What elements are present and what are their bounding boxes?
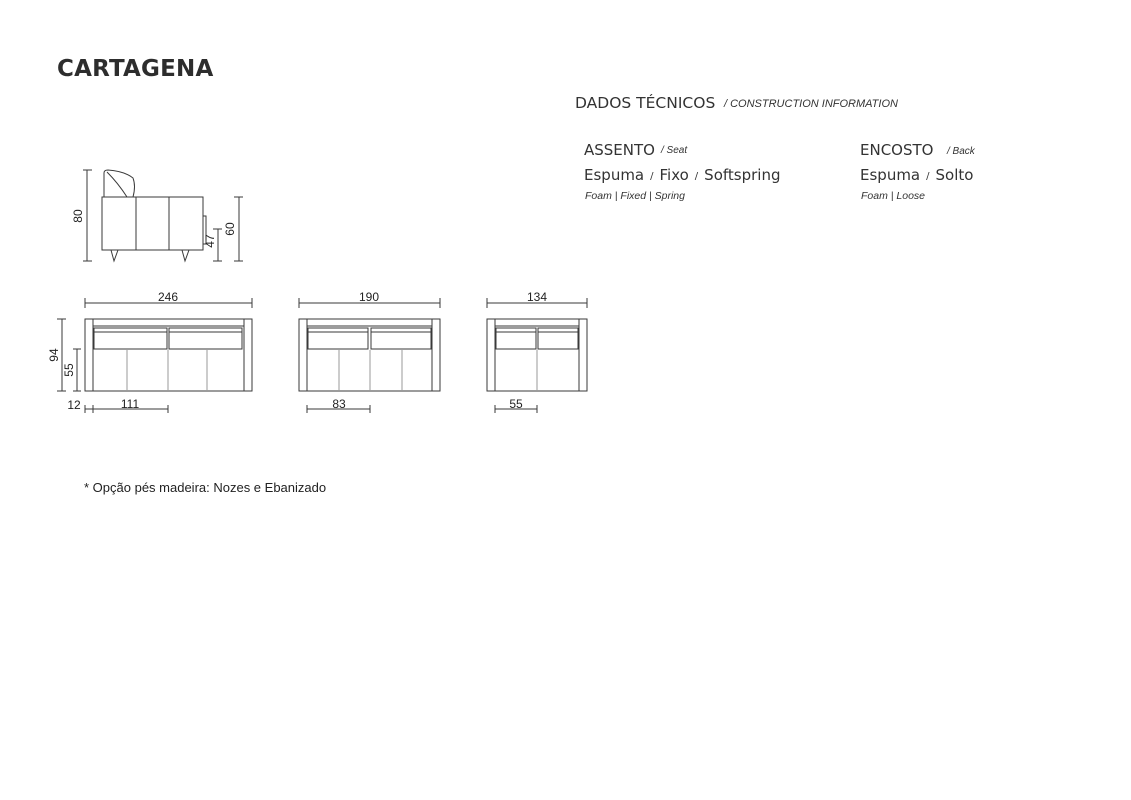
seat-separator: / bbox=[694, 171, 699, 182]
seat-material-foam: Espuma bbox=[584, 166, 645, 184]
side-height-arm-label: 60 bbox=[223, 222, 237, 236]
sofa-small-drawing bbox=[487, 290, 587, 413]
back-subtitle: / Back bbox=[947, 146, 975, 157]
back-materials-en: Foam | Loose bbox=[861, 190, 926, 202]
side-height-total-label: 80 bbox=[71, 209, 85, 223]
sofa-small-seat-width-label: 55 bbox=[509, 397, 523, 411]
seat-separator: / bbox=[650, 171, 654, 182]
sofa-medium-drawing bbox=[299, 290, 440, 413]
sofa-medium-width-label: 190 bbox=[358, 290, 380, 304]
back-separator: / bbox=[926, 171, 930, 182]
sofa-large-depth-seat-label: 55 bbox=[62, 363, 76, 377]
seat-material-fixed: Fixo bbox=[659, 166, 689, 184]
wood-feet-note: * Opção pés madeira: Nozes e Ebanizado bbox=[84, 480, 327, 495]
sofa-large-depth-total-label: 94 bbox=[47, 348, 61, 362]
back-material-foam: Espuma bbox=[860, 166, 921, 184]
sofa-large-arm-label: 12 bbox=[67, 398, 81, 412]
sofa-large-drawing bbox=[47, 290, 252, 413]
sofa-large-width-label: 246 bbox=[157, 290, 179, 304]
seat-material-spring: Softspring bbox=[704, 166, 781, 184]
seat-title: ASSENTO bbox=[584, 141, 655, 159]
seat-materials-en: Foam | Fixed | Spring bbox=[585, 190, 685, 202]
sofa-small-width-label: 134 bbox=[526, 290, 548, 304]
side-view-drawing bbox=[71, 170, 243, 261]
seat-subtitle: / Seat bbox=[661, 145, 688, 156]
sofa-medium-seat-width-label: 83 bbox=[332, 397, 346, 411]
back-title: ENCOSTO bbox=[860, 141, 934, 159]
side-height-seat-label: 47 bbox=[203, 234, 217, 248]
back-material-loose: Solto bbox=[935, 166, 974, 184]
product-title: CARTAGENA bbox=[57, 56, 214, 82]
construction-title: DADOS TÉCNICOS bbox=[575, 94, 716, 112]
construction-subtitle: / CONSTRUCTION INFORMATION bbox=[724, 98, 898, 110]
sofa-large-seat-width-label: 111 bbox=[120, 397, 140, 411]
